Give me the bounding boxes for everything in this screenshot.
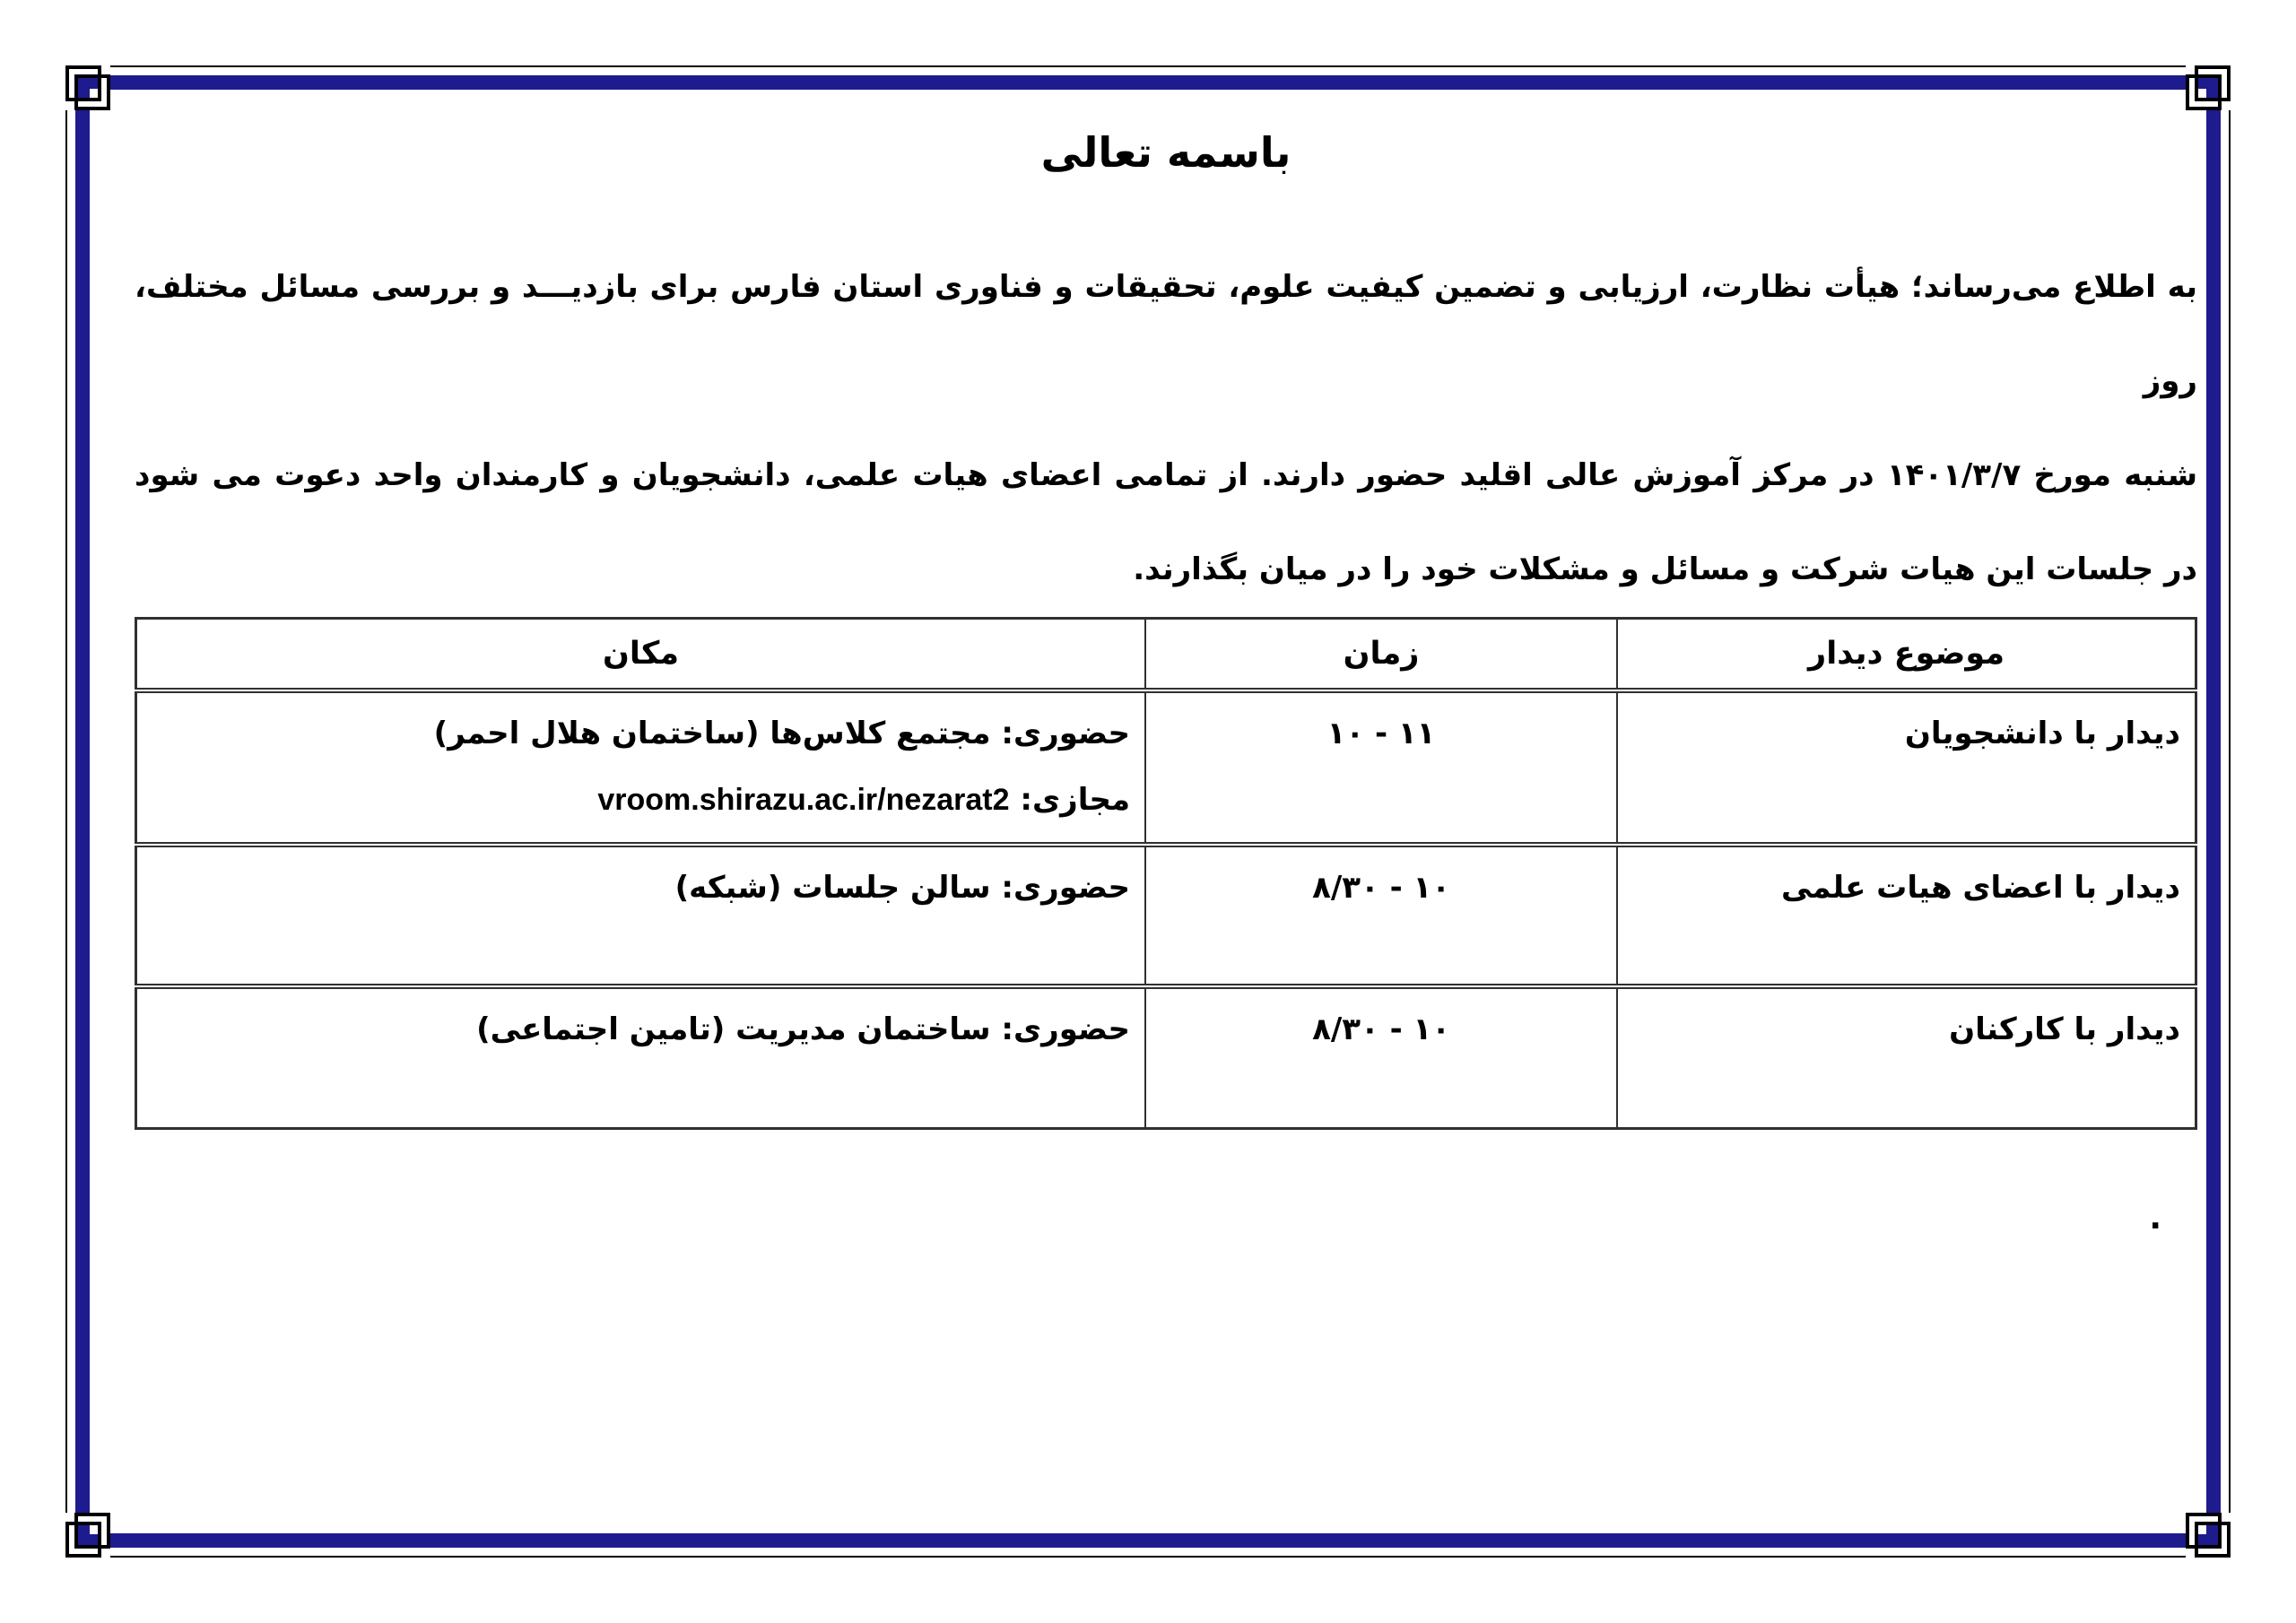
table-row-staff [136, 986, 2196, 1128]
table-row-faculty [136, 845, 2196, 986]
meeting-location-cell [136, 845, 1146, 986]
meetings-table [135, 617, 2197, 1130]
document-content [135, 0, 2197, 1237]
time-range: ۱۰ - ۱۱ [1326, 716, 1436, 752]
table-row-students [136, 690, 2196, 845]
meeting-location-cell [136, 986, 1146, 1128]
meeting-time-cell [1145, 986, 1617, 1128]
page-title: باسمه تعالی [1040, 128, 1292, 177]
closing-dot: . [2149, 1199, 2161, 1237]
meeting-time-cell [1145, 690, 1617, 845]
header-time: زمان [1145, 619, 1617, 691]
time-range: ۸/۳۰ - ۱۰ [1312, 1011, 1451, 1048]
virtual-label: مجازی: [1020, 782, 1131, 819]
announcement-paragraph [135, 240, 2197, 617]
meeting-location-cell [136, 690, 1146, 845]
corner-square-inner [74, 1513, 110, 1549]
time-range: ۸/۳۰ - ۱۰ [1312, 870, 1451, 907]
corner-ornament-top-left [54, 54, 122, 122]
virtual-meeting-url: vroom.shirazu.ac.ir/nezarat2 [597, 783, 1010, 818]
meeting-subject-cell: دیدار با دانشجویان [1617, 690, 2196, 845]
location-in-person: حضوری: ساختمان مدیریت (تامین اجتماعی) [476, 1011, 1131, 1048]
paragraph-line-2: شنبه مورخ ۱۴۰۱/۳/۷ در مرکز آموزش عالی اقلید حضور دارند. از تمامی اعضای هیات علمی، دانشجویان و کارمندان واحد دعوت می شود [135, 457, 2198, 494]
meeting-subject-cell: دیدار با اعضای هیات علمی [1617, 845, 2196, 986]
location-in-person: حضوری: مجتمع کلاس‌ها (ساختمان هلال احمر) [433, 716, 1131, 752]
paragraph-line-3: در جلسات این هیات شرکت و مسائل و مشکلات خود را در میان بگذارند. [1133, 551, 2197, 588]
location-virtual [152, 767, 1130, 833]
meeting-subject-cell: دیدار با کارکنان [1617, 986, 2196, 1128]
meeting-time-cell [1145, 845, 1617, 986]
corner-ornament-bottom-right [2174, 1501, 2242, 1569]
table-header-row [136, 619, 2196, 691]
location-in-person: حضوری: سالن جلسات (شبکه) [674, 870, 1131, 907]
corner-ornament-bottom-left [54, 1501, 122, 1569]
header-location: مکان [136, 619, 1146, 691]
header-meeting-subject: موضوع دیدار [1617, 619, 2196, 691]
corner-square-inner [2186, 1513, 2222, 1549]
paragraph-line-1: به اطلاع می‌رساند؛ هیأت نظارت، ارزیابی و تضمین کیفیت علوم، تحقیقات و فناوری استان فارس برای بازدیـــد و بررسی مسائل مختلف، روز [135, 269, 2197, 400]
corner-square-inner [74, 74, 110, 110]
